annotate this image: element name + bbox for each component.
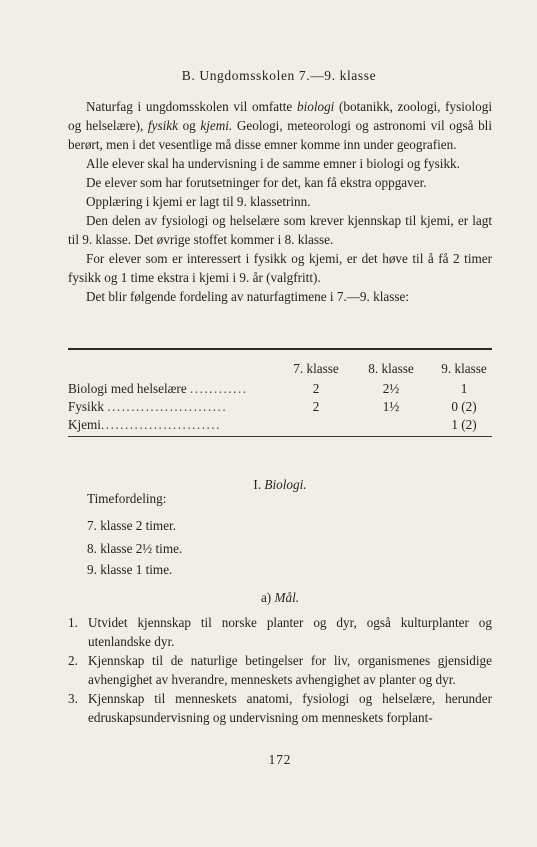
table-cell: 2 bbox=[312, 381, 320, 396]
list-number: 2. bbox=[68, 653, 78, 668]
subject-label: Kjemi bbox=[68, 417, 101, 432]
list-item: 1. Utvidet kjennskap til norske planter og dyr, også kulturplanter og utenlandske dyr. bbox=[68, 615, 492, 649]
list-item: 3. Kjennskap til menneskets anatomi, fysiologi og helselære, herunder edruskapsundervisning og undervisning om menneskets forplant- bbox=[68, 691, 492, 725]
timefordeling-label: Timefordeling: bbox=[87, 491, 167, 506]
hours-line: 9. klasse 1 time. bbox=[87, 562, 173, 577]
leader-dots: ............ bbox=[189, 381, 248, 396]
table-bottom-rule bbox=[68, 436, 492, 437]
leader-dots: ......................... bbox=[107, 399, 228, 414]
paragraph-5: Den delen av fysiologi og helselære som krever kjennskap til kjemi, er lagt til 9. klasse. Det øvrige stoffet kommer i 8. klasse. bbox=[68, 213, 492, 247]
paragraph-3: De elever som har forutsetninger for det, kan få ekstra oppgaver. bbox=[86, 175, 427, 190]
table-header: 8. klasse bbox=[368, 361, 414, 376]
leader-dots: ......................... bbox=[100, 417, 221, 432]
table-row bbox=[68, 380, 492, 398]
paragraph-4: Opplæring i kjemi er lagt til 9. klassetrinn. bbox=[86, 194, 311, 209]
table-cell: 1½ bbox=[382, 399, 400, 414]
table-header: 7. klasse bbox=[293, 361, 339, 376]
paragraph-2: Alle elever skal ha undervisning i de samme emner i biologi og fysikk. bbox=[86, 156, 460, 171]
subject-label: Fysikk bbox=[68, 399, 104, 414]
goal-list bbox=[68, 613, 492, 727]
table-top-rule bbox=[68, 348, 492, 350]
paragraph-6: For elever som er interessert i fysikk og kjemi, er det høve til å få 2 timer fysikk og 1 time ekstra i kjemi i 9. år (valgfritt). bbox=[68, 251, 492, 285]
table-cell: 2 bbox=[312, 399, 320, 414]
table-header-row bbox=[68, 360, 492, 378]
list-item: 2. Kjennskap til de naturlige betingelser for liv, organismenes gjensidige avhengighet av hverandre, menneskets avhengighet av planter og dyr. bbox=[68, 653, 492, 687]
table-cell: 0 (2) bbox=[451, 399, 477, 414]
subject-label: Biologi med helselære bbox=[68, 381, 187, 396]
biology-title: I. Biologi. bbox=[253, 477, 307, 492]
table-cell: 1 (2) bbox=[451, 417, 477, 432]
table-row bbox=[68, 398, 492, 416]
table-row bbox=[68, 416, 492, 434]
hours-line: 7. klasse 2 timer. bbox=[87, 518, 177, 533]
list-number: 1. bbox=[68, 615, 78, 630]
table-header: 9. klasse bbox=[441, 361, 487, 376]
table-cell: 1 bbox=[460, 381, 468, 396]
hours-line: 8. klasse 2½ time. bbox=[87, 541, 183, 556]
page-number: 172 bbox=[268, 752, 292, 767]
paragraph-1: Naturfag i ungdomsskolen vil omfatte biologi (botanikk, zoologi, fysiologi og helselære), fysikk og kjemi. Geologi, meteorologi og astronomi vil også bli berørt, men i det vesentlige må disse emner komme inn under geografien. bbox=[68, 99, 493, 152]
paragraph-7: Det blir følgende fordeling av naturfagtimene i 7.—9. klasse: bbox=[86, 289, 409, 304]
table-cell: 2½ bbox=[382, 381, 400, 396]
intro-paragraph bbox=[68, 97, 492, 306]
goal-heading: a) Mål. bbox=[260, 590, 300, 605]
section-heading: B. Ungdomsskolen 7.—9. klasse bbox=[181, 68, 377, 83]
list-number: 3. bbox=[68, 691, 78, 706]
